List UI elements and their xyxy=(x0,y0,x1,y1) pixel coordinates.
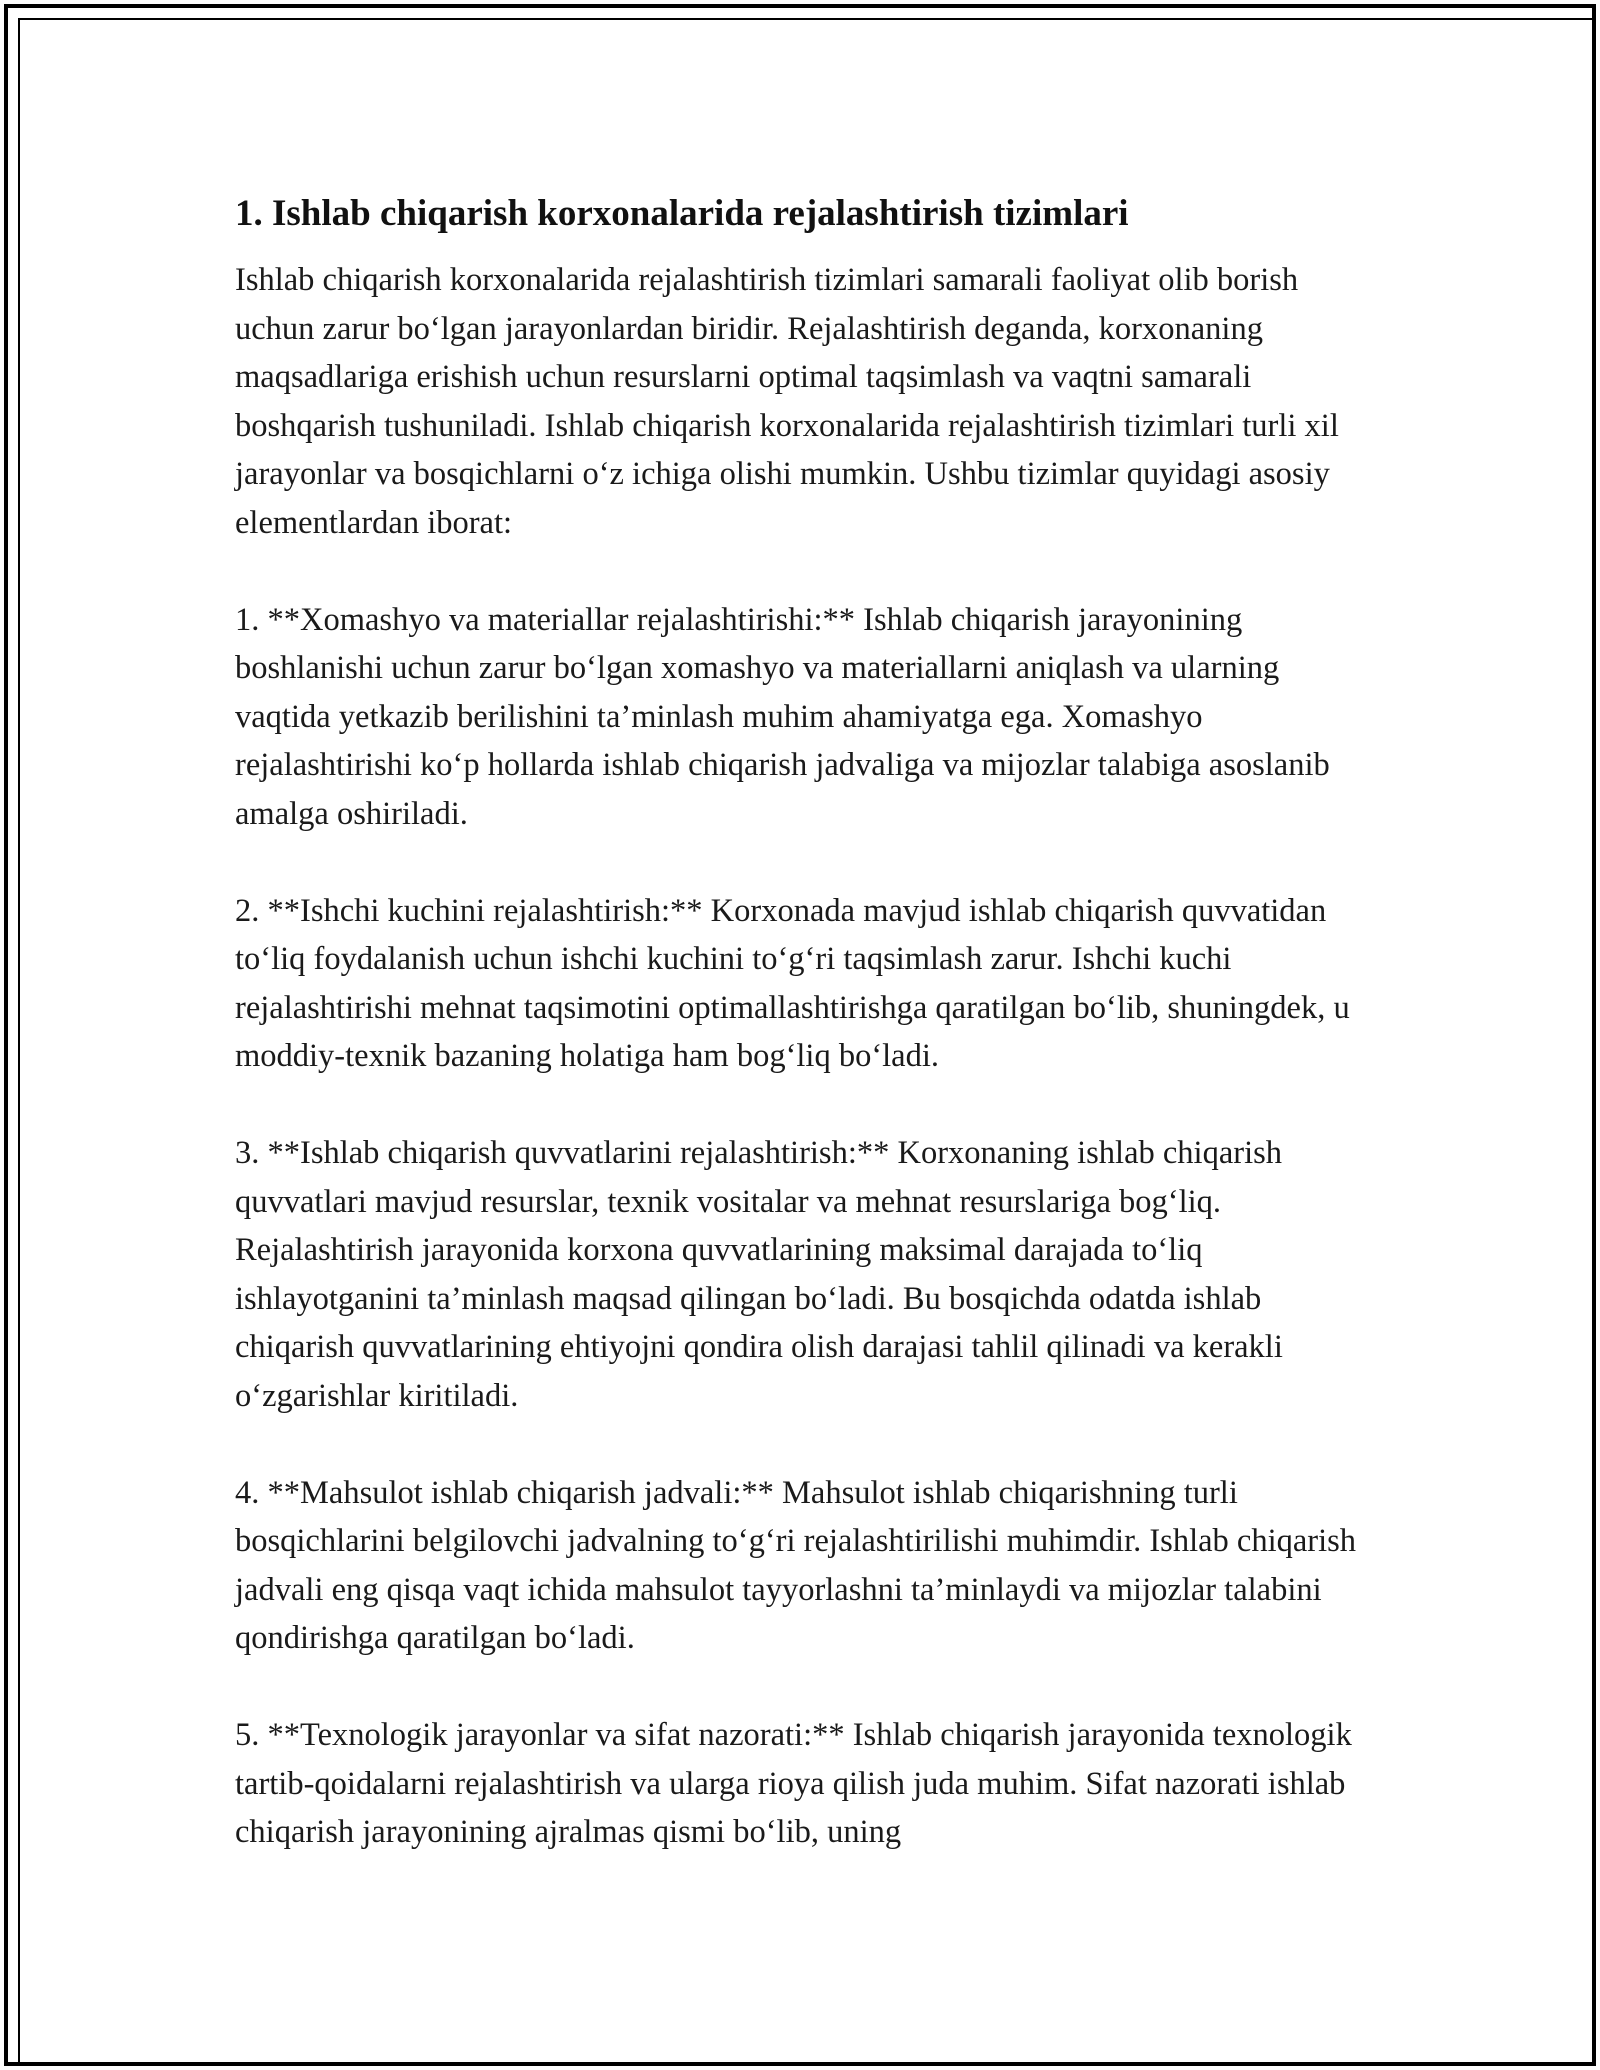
list-item-5: 5. **Texnologik jarayonlar va sifat nazorati:** Ishlab chiqarish jarayonida texnologik tartib-qoidalarni rejalashtirish va ularga rioya qilish juda muhim. Sifat nazorati ishlab chiqarish jarayonining ajralmas qismi bo‘lib, uning xyxy=(235,1717,1352,1850)
list-item-2: 2. **Ishchi kuchini rejalashtirish:** Korxonada mavjud ishlab chiqarish quvvatidan to‘liq foydalanish uchun ishchi kuchini to‘g‘ri taqsimlash zarur. Ishchi kuchi rejalashtirishi mehnat taqsimotini optimallashtirishga qaratilgan bo‘lib, shuningdek, u moddiy-texnik bazaning holatiga ham bog‘liq bo‘ladi. xyxy=(235,892,1350,1074)
list-item-4: 4. **Mahsulot ishlab chiqarish jadvali:** Mahsulot ishlab chiqarishning turli bosqichlarini belgilovchi jadvalning to‘g‘ri rejalashtirilishi muhimdir. Ishlab chiqarish jadvali eng qisqa vaqt ichida mahsulot tayyorlashni ta’minlaydi va mijozlar talabini qondirishga qaratilgan bo‘ladi. xyxy=(235,1474,1357,1656)
intro-paragraph: Ishlab chiqarish korxonalarida rejalashtirish tizimlari samarali faoliyat olib borish uchun zarur bo‘lgan jarayonlardan biridir. Rejalashtirish deganda, korxonaning maqsadlariga erishish uchun resurslarni optimal taqsimlash va vaqtni samarali boshqarish tushuniladi. Ishlab chiqarish korxonalarida rejalashtirish tizimlari turli xil jarayonlar va bosqichlarni o‘z ichiga olishi mumkin. Ushbu tizimlar quyidagi asosiy elementlardan iborat: xyxy=(235,262,1339,541)
document-body xyxy=(235,186,1365,1905)
section-heading: 1. Ishlab chiqarish korxonalarida rejalashtirish tizimlari xyxy=(235,193,1129,234)
list-item-1: 1. **Xomashyo va materiallar rejalashtirishi:** Ishlab chiqarish jarayonining boshlanishi uchun zarur bo‘lgan xomashyo va materiallarni aniqlash va ularning vaqtida yetkazib berilishini ta’minlash muhim ahamiyatga ega. Xomashyo rejalashtirishi ko‘p hollarda ishlab chiqarish jadvaliga va mijozlar talabiga asoslanib amalga oshiriladi. xyxy=(235,601,1330,832)
list-item-3: 3. **Ishlab chiqarish quvvatlarini rejalashtirish:** Korxonaning ishlab chiqarish quvvatlari mavjud resurslar, texnik vositalar va mehnat resurslariga bog‘liq. Rejalashtirish jarayonida korxona quvvatlarining maksimal darajada to‘liq ishlayotganini ta’minlash maqsad qilingan bo‘ladi. Bu bosqichda odatda ishlab chiqarish quvvatlarining ehtiyojni qondira olish darajasi tahlil qilinadi va kerakli o‘zgarishlar kiritiladi. xyxy=(235,1135,1283,1414)
